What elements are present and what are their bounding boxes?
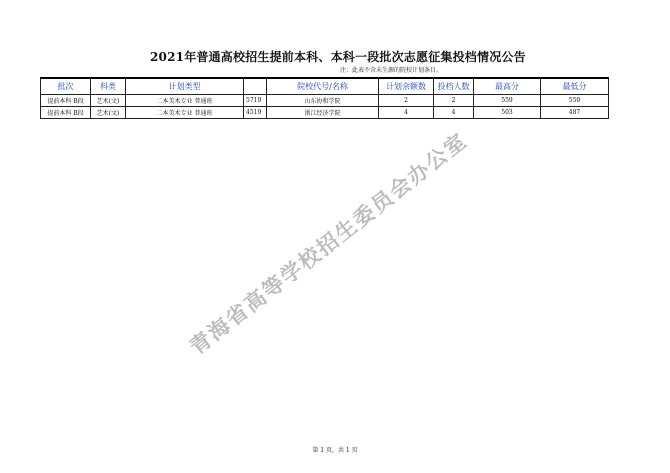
cell-min-score: 487 <box>541 107 609 119</box>
header-admitted-count: 投档人数 <box>434 78 474 95</box>
header-plan-remaining: 计划余额数 <box>379 78 434 95</box>
cell-batch: 提前本科 B段 <box>41 95 91 107</box>
cell-admitted-count: 4 <box>434 107 474 119</box>
header-school-code <box>244 78 267 95</box>
cell-plan-type: 二本美术专业 普通班 <box>126 95 244 107</box>
page-footer: 第 1 页，共 1 页 <box>312 447 358 454</box>
header-plan-type: 计划类型 <box>126 78 244 95</box>
cell-school-name: 浙江经济学院 <box>267 107 379 119</box>
cell-category: 艺术(文) <box>91 107 126 119</box>
cell-school-code: 4519 <box>244 107 267 119</box>
header-max-score: 最高分 <box>474 78 541 95</box>
header-category: 科类 <box>91 78 126 95</box>
table-row <box>41 107 609 119</box>
cell-max-score: 503 <box>474 107 541 119</box>
cell-batch: 提前本科 B段 <box>41 107 91 119</box>
cell-plan-type: 二本美术专业 普通班 <box>126 107 244 119</box>
admission-table <box>40 77 609 119</box>
table-header-row <box>41 78 609 95</box>
cell-admitted-count: 2 <box>434 95 474 107</box>
cell-category: 艺术(文) <box>91 95 126 107</box>
cell-max-score: 559 <box>474 95 541 107</box>
page-title: 2021年普通高校招生提前本科、本科一段批次志愿征集投档情况公告 <box>150 50 526 64</box>
cell-plan-remaining: 4 <box>379 107 434 119</box>
cell-school-code: 5719 <box>244 95 267 107</box>
cell-school-name: 山东协和学院 <box>267 95 379 107</box>
header-school-name: 院校代号/名称 <box>267 78 379 95</box>
table-note: 注：此表不含未生源的院校计划条目。 <box>340 67 443 74</box>
cell-plan-remaining: 2 <box>379 95 434 107</box>
cell-min-score: 550 <box>541 95 609 107</box>
watermark-stamp: 青海省高等学校招生委员会办公室 <box>185 128 472 360</box>
header-min-score: 最低分 <box>541 78 609 95</box>
header-batch: 批次 <box>41 78 91 95</box>
table-row <box>41 95 609 107</box>
